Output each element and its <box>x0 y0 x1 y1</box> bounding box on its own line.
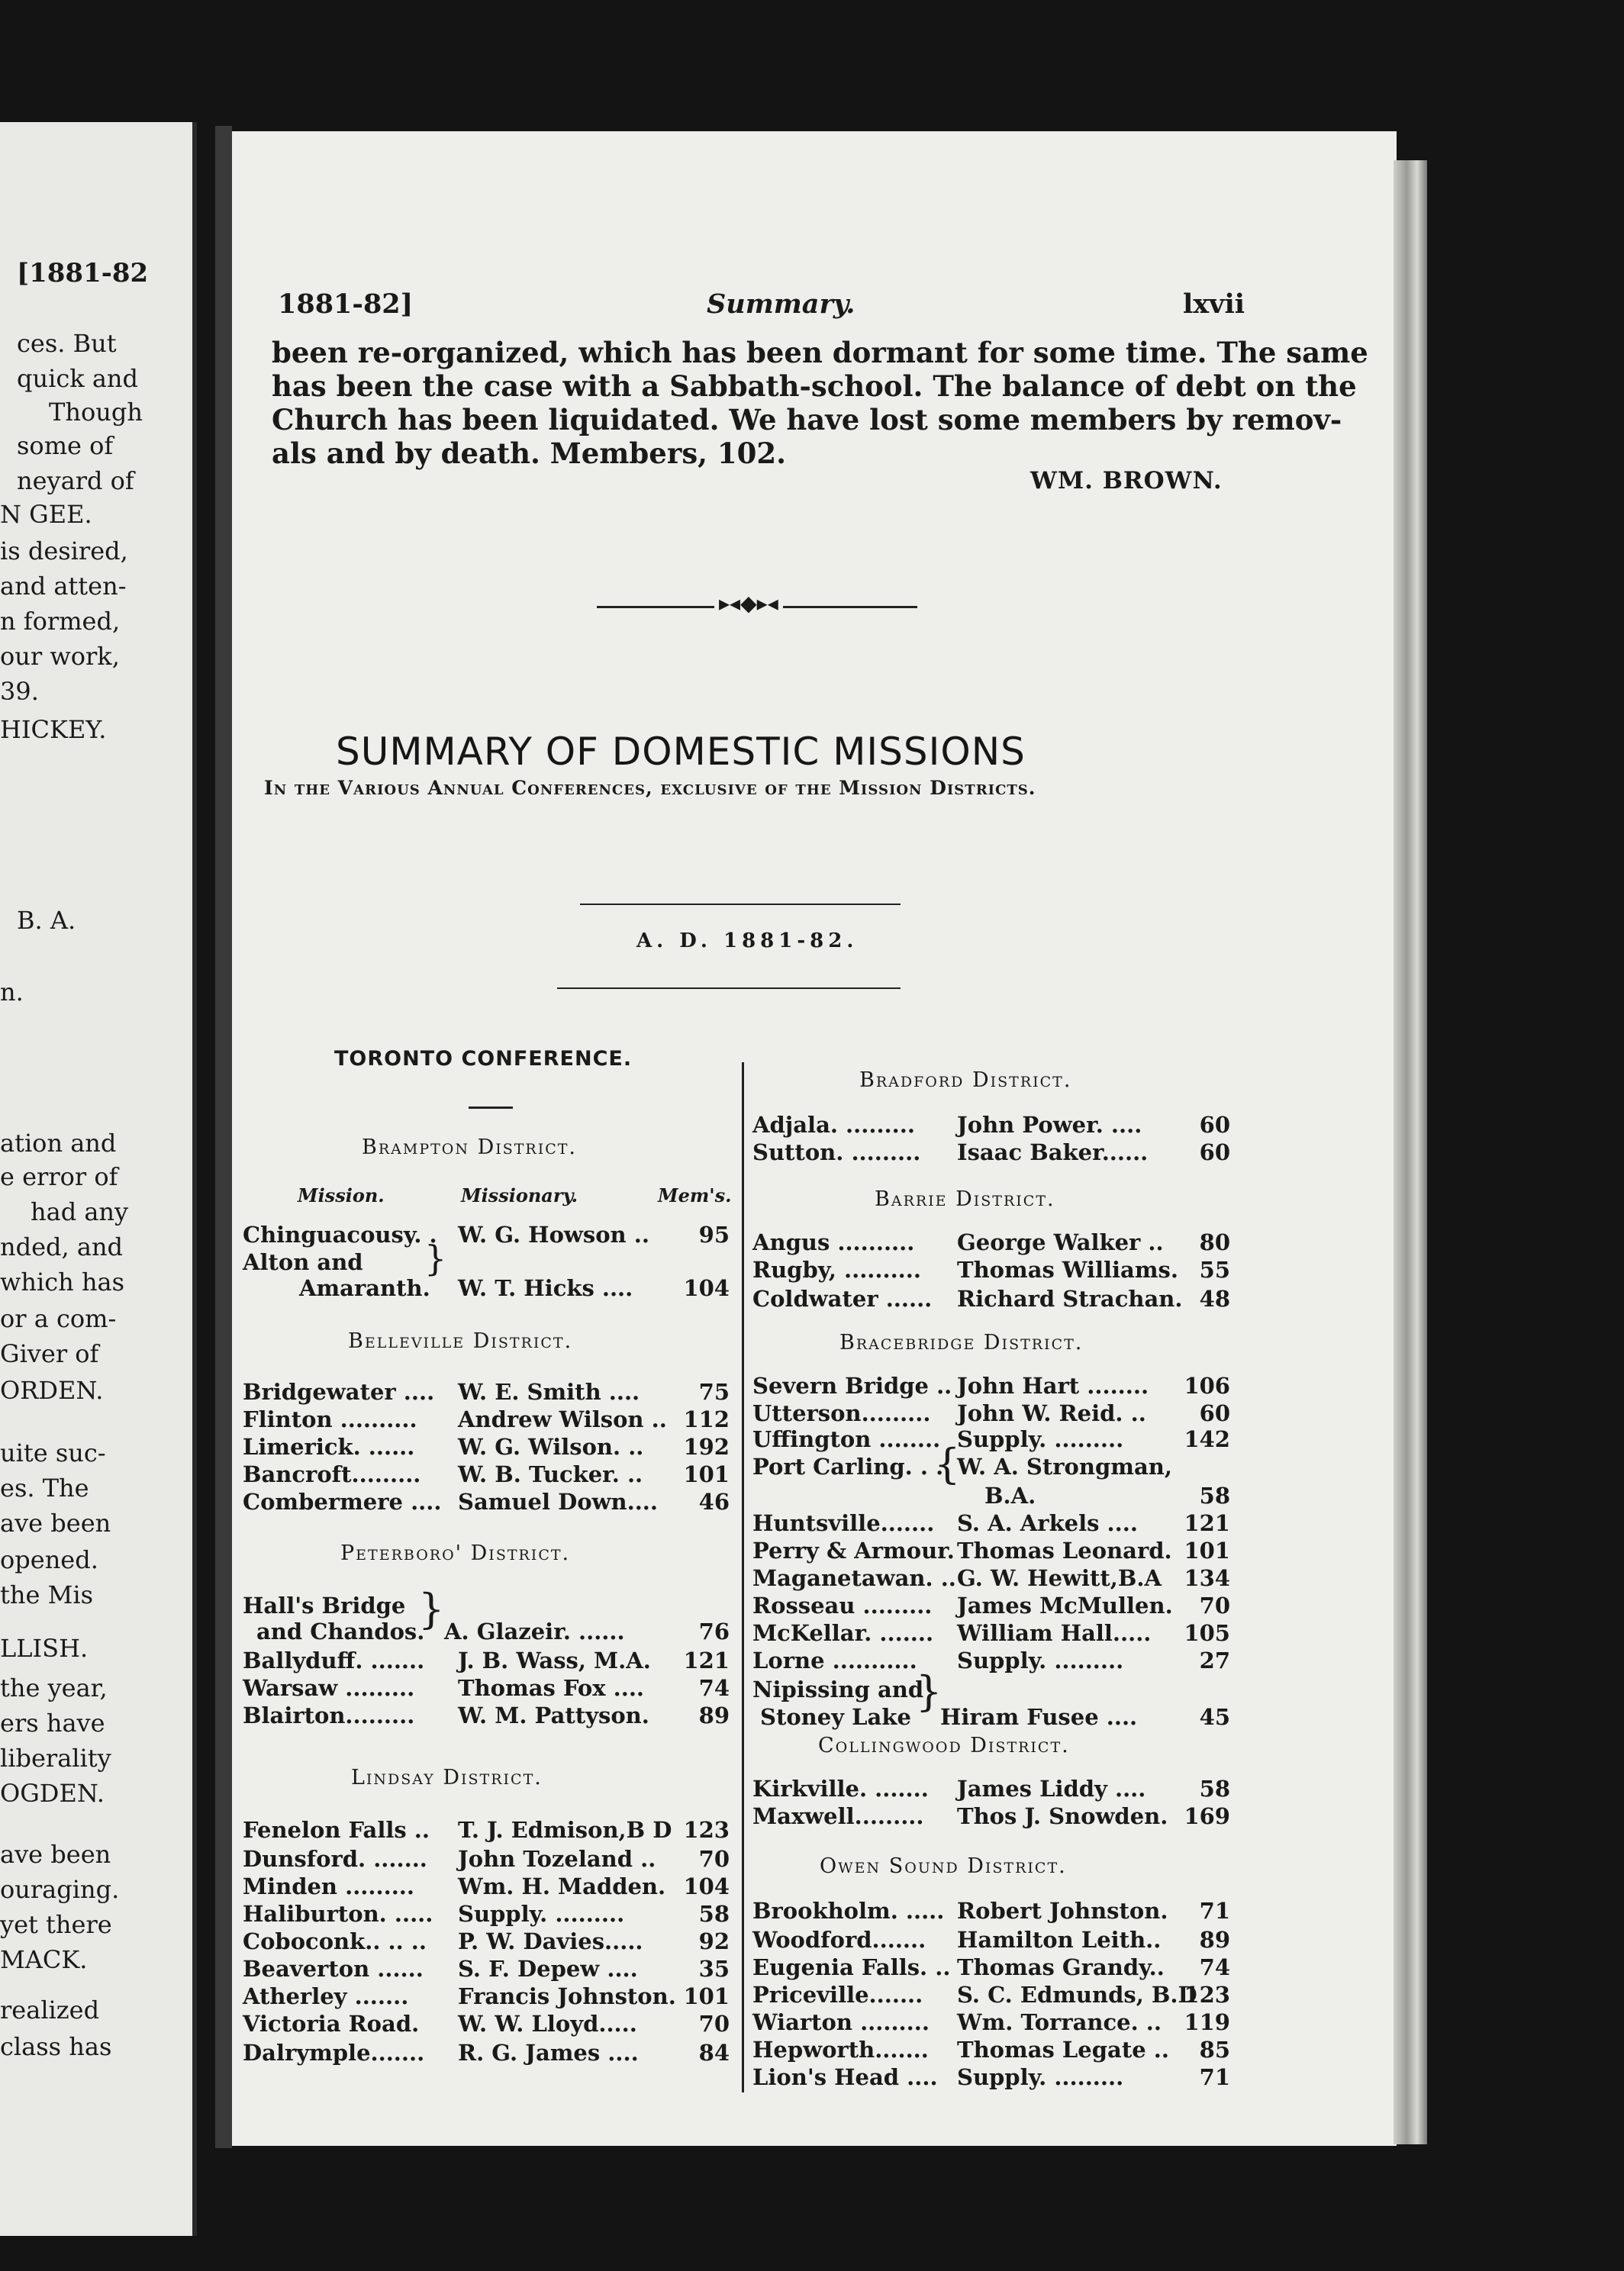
member-count: 169 <box>1184 1803 1230 1829</box>
member-count: 45 <box>1199 1704 1230 1730</box>
missionary-name: John Hart ........ <box>957 1373 1149 1399</box>
member-count: 58 <box>698 1901 730 1927</box>
missionary-name: S. A. Arkels .... <box>957 1510 1138 1536</box>
mission-row <box>243 1248 730 1276</box>
mission-row <box>243 1378 730 1406</box>
mission-row <box>243 1674 730 1702</box>
mission-name: Rosseau ......... <box>752 1593 933 1619</box>
header-section: Summary. <box>707 288 856 320</box>
member-count: 134 <box>1184 1565 1230 1591</box>
mission-name: Perry & Armour. <box>752 1538 955 1564</box>
missionary-name: Thomas Fox .... <box>458 1675 645 1701</box>
member-count: 104 <box>683 1275 730 1301</box>
left-page-line: and atten- <box>0 572 127 601</box>
mission-name: Adjala. ......... <box>752 1112 915 1138</box>
mission-name: Beaverton ...... <box>243 1956 424 1982</box>
member-count: 70 <box>698 1846 730 1872</box>
mission-name: Sutton. ......... <box>752 1139 921 1165</box>
left-page-line: or a com- <box>0 1304 117 1333</box>
left-page-line: ouraging. <box>0 1875 120 1904</box>
mission-row <box>752 1285 1230 1313</box>
mission-row <box>243 1928 730 1955</box>
left-page-line: MACK. <box>0 1945 88 1974</box>
mission-row <box>752 1400 1230 1427</box>
col-header-mission: Mission. <box>298 1184 385 1206</box>
left-page-line: n formed, <box>0 607 121 636</box>
mission-row <box>256 1618 730 1645</box>
brace-glyph: } <box>424 1238 447 1279</box>
left-page-header: [1881-82 <box>17 258 149 288</box>
missionary-name: W. G. Wilson. .. <box>458 1434 644 1460</box>
mission-name: Woodford....... <box>752 1927 926 1953</box>
member-count: 89 <box>1199 1927 1230 1953</box>
mission-row <box>752 1509 1230 1537</box>
left-page-line: liberality <box>0 1744 111 1773</box>
member-count: 60 <box>1199 1112 1230 1138</box>
mission-name: Warsaw ......... <box>243 1675 415 1701</box>
mission-name: and Chandos. <box>256 1619 425 1644</box>
mission-name: Hall's Bridge <box>243 1593 406 1619</box>
missionary-name: Thomas Legate .. <box>957 2037 1169 2063</box>
missionary-name: W. B. Tucker. .. <box>458 1461 643 1487</box>
mission-name: Utterson......... <box>752 1400 931 1426</box>
left-page-line: had any <box>31 1197 129 1226</box>
mission-row <box>243 1816 730 1844</box>
left-page-line: the Mis <box>0 1580 93 1609</box>
member-count: 48 <box>1199 1286 1230 1312</box>
member-count: 60 <box>1199 1139 1230 1165</box>
missionary-name: John Power. .... <box>957 1112 1142 1138</box>
mission-name: Huntsville....... <box>752 1510 935 1536</box>
mission-row <box>243 1955 730 1983</box>
mission-name: Atherley ....... <box>243 1983 409 2009</box>
mission-row <box>752 2063 1230 2091</box>
column-divider <box>742 1062 744 2092</box>
member-count: 71 <box>1199 1898 1230 1924</box>
member-count: 112 <box>683 1406 730 1432</box>
missionary-name: James Liddy .... <box>957 1776 1146 1802</box>
member-count: 104 <box>683 1873 730 1899</box>
left-page-line: the year, <box>0 1673 108 1702</box>
member-count: 75 <box>698 1379 730 1405</box>
missionary-name: W. G. Howson .. <box>458 1222 649 1248</box>
missionary-name: Hiram Fusee .... <box>940 1704 1138 1730</box>
mission-row <box>752 1647 1230 1674</box>
mission-row <box>752 1453 1230 1480</box>
mission-name: Priceville....... <box>752 1982 923 2008</box>
missionary-name: W. M. Pattyson. <box>458 1702 649 1728</box>
left-page-line: some of <box>17 431 114 460</box>
left-page-line: B. A. <box>17 906 76 935</box>
mission-name: Severn Bridge .. <box>752 1373 952 1399</box>
missionary-name: John Tozeland .. <box>458 1846 656 1872</box>
district-heading: Bracebridge District. <box>839 1331 1084 1355</box>
district-heading: Belleville District. <box>348 1329 573 1353</box>
district-heading: Brampton District. <box>362 1136 578 1159</box>
member-count: 58 <box>1199 1483 1230 1509</box>
left-page-line: LLISH. <box>0 1634 89 1663</box>
left-page-line: N GEE. <box>0 500 92 529</box>
missionary-name: John W. Reid. .. <box>957 1400 1146 1426</box>
paragraph-line: has been the case with a Sabbath-school. The balance of debt on the <box>272 369 1357 403</box>
member-count: 70 <box>1199 1593 1230 1619</box>
mission-row <box>752 1372 1230 1400</box>
brace-glyph: } <box>916 1667 942 1715</box>
mission-name: Rugby, .......... <box>752 1257 921 1283</box>
mission-row <box>243 1488 730 1516</box>
paragraph-line: Church has been liquidated. We have lost some members by remov- <box>272 403 1342 436</box>
mission-name: McKellar. ....... <box>752 1620 934 1646</box>
left-page-line: ave been <box>0 1509 111 1538</box>
mission-row <box>752 1482 1230 1509</box>
district-heading: Collingwood District. <box>818 1734 1070 1757</box>
mission-name: Hepworth....... <box>752 2037 929 2063</box>
left-page-line: OGDEN. <box>0 1779 105 1808</box>
missionary-name: James McMullen. <box>957 1593 1173 1619</box>
missionary-name: Francis Johnston. <box>458 1983 676 2009</box>
member-count: 121 <box>1184 1510 1230 1536</box>
missionary-name: Supply. ......... <box>458 1901 625 1927</box>
page-subtitle: In the Various Annual Conferences, exclusive of the Mission Districts. <box>264 777 1036 799</box>
left-page-line: Giver of <box>0 1339 99 1368</box>
missionary-name: Isaac Baker...... <box>957 1139 1149 1165</box>
mission-row <box>243 1647 730 1674</box>
mission-row <box>752 1954 1230 1981</box>
left-page-line: yet there <box>0 1910 112 1939</box>
member-count: 46 <box>698 1489 730 1515</box>
district-heading: Lindsay District. <box>351 1766 543 1789</box>
missionary-name: W. W. Lloyd..... <box>458 2011 637 2037</box>
left-page-line: quick and <box>17 364 138 393</box>
member-count: 27 <box>1199 1648 1230 1673</box>
member-count: 71 <box>1199 2064 1230 2090</box>
member-count: 70 <box>698 2011 730 2037</box>
missionary-name: P. W. Davies..... <box>458 1928 643 1954</box>
left-page-line: ers have <box>0 1709 105 1738</box>
mission-row <box>752 2036 1230 2063</box>
mission-row <box>752 1229 1230 1256</box>
left-page-line: realized <box>0 1996 100 2025</box>
left-page-line: 39. <box>0 677 39 706</box>
mission-name: Stoney Lake <box>760 1704 911 1730</box>
left-page-line: class has <box>0 2032 112 2061</box>
mission-row <box>752 1111 1230 1139</box>
mission-name: Brookholm. ..... <box>752 1898 945 1924</box>
missionary-name: W. E. Smith .... <box>458 1379 640 1405</box>
member-count: 58 <box>1199 1776 1230 1802</box>
mission-row <box>760 1703 1230 1731</box>
mission-name: Bancroft......... <box>243 1461 421 1487</box>
left-page-line: HICKEY. <box>0 715 107 744</box>
mission-row <box>243 1900 730 1928</box>
district-heading: Bradford District. <box>859 1068 1072 1092</box>
intro-paragraph <box>272 336 1368 470</box>
left-page-line: our work, <box>0 642 120 671</box>
mission-row <box>243 2010 730 2037</box>
mission-row <box>243 1873 730 1900</box>
mission-row <box>752 1139 1230 1166</box>
mission-row <box>752 1564 1230 1592</box>
member-count: 101 <box>1184 1538 1230 1564</box>
conference-title: TORONTO CONFERENCE. <box>334 1047 633 1071</box>
mission-row <box>243 1983 730 2010</box>
mission-row <box>243 1702 730 1729</box>
member-count: 121 <box>683 1648 730 1673</box>
member-count: 92 <box>698 1928 730 1954</box>
mission-row <box>243 1461 730 1488</box>
brace-glyph: { <box>934 1440 961 1488</box>
left-page-line: ORDEN. <box>0 1376 104 1405</box>
mission-name: Coldwater ...... <box>752 1286 933 1312</box>
member-count: 74 <box>698 1675 730 1701</box>
header-year: 1881-82] <box>278 288 414 320</box>
member-count: 142 <box>1184 1426 1230 1452</box>
signature: WM. BROWN. <box>1030 467 1223 494</box>
mission-name: Coboconk.. .. .. <box>243 1928 427 1954</box>
left-page-line: uite suc- <box>0 1438 106 1467</box>
left-page-line: ces. But <box>17 329 117 358</box>
page-title: SUMMARY OF DOMESTIC MISSIONS <box>336 730 1026 774</box>
mission-row <box>299 1274 730 1302</box>
missionary-name: Thomas Williams. <box>957 1257 1178 1283</box>
paragraph-line: been re-organized, which has been dormant for some time. The same <box>272 336 1368 369</box>
member-count: 35 <box>698 1956 730 1982</box>
mission-row <box>752 1897 1230 1925</box>
member-count: 123 <box>1184 1982 1230 2008</box>
ornament-icon: ▸◂◆▸◂ <box>714 591 783 616</box>
mission-name: Blairton......... <box>243 1702 415 1728</box>
district-heading: Owen Sound District. <box>820 1854 1067 1878</box>
mission-name: Fenelon Falls .. <box>243 1817 430 1843</box>
member-count: 84 <box>698 2040 730 2066</box>
mission-name: Flinton .......... <box>243 1406 417 1432</box>
col-header-members: Mem's. <box>658 1184 732 1206</box>
missionary-name: Thomas Grandy.. <box>957 1954 1165 1980</box>
missionary-name: Supply. ......... <box>957 2064 1124 2090</box>
mission-name: Limerick. ...... <box>243 1434 415 1460</box>
mission-name: Wiarton ......... <box>752 2009 930 2035</box>
divider <box>557 987 901 989</box>
missionary-name: Hamilton Leith.. <box>957 1927 1162 1953</box>
missionary-name: Thos J. Snowden. <box>957 1803 1168 1829</box>
mission-name: Maxwell......... <box>752 1803 924 1829</box>
mission-name: Uffington ........ <box>752 1426 941 1452</box>
mission-row <box>243 1592 730 1619</box>
col-header-missionary: Missionary. <box>461 1184 578 1206</box>
missionary-name: Richard Strachan. <box>957 1286 1183 1312</box>
missionary-name: S. C. Edmunds, B.D <box>957 1982 1197 2008</box>
mission-name: Angus .......... <box>752 1229 915 1255</box>
missionary-name: Samuel Down.... <box>458 1489 658 1515</box>
divider <box>580 904 901 905</box>
mission-name: Victoria Road. <box>243 2011 420 2037</box>
missionary-name: G. W. Hewitt,B.A <box>957 1565 1162 1591</box>
member-count: 74 <box>1199 1954 1230 1980</box>
mission-row <box>243 1845 730 1873</box>
paragraph-line: als and by death. Members, 102. <box>272 436 787 470</box>
mission-name: Haliburton. ..... <box>243 1901 433 1927</box>
mission-name: Port Carling. . . <box>752 1454 944 1480</box>
missionary-name: Thomas Leonard. <box>957 1538 1172 1564</box>
member-count: 123 <box>683 1817 730 1843</box>
district-heading: Peterboro' District. <box>340 1541 571 1565</box>
left-page-line: opened. <box>0 1545 98 1574</box>
missionary-name: W. A. Strongman, <box>957 1454 1172 1480</box>
member-count: 105 <box>1184 1620 1230 1646</box>
missionary-name: Supply. ......... <box>957 1648 1124 1673</box>
left-page-line: neyard of <box>17 466 134 495</box>
member-count: 106 <box>1184 1373 1230 1399</box>
left-page-line: ation and <box>0 1129 117 1158</box>
member-count: 76 <box>698 1619 730 1644</box>
mission-row <box>243 1433 730 1461</box>
missionary-name: A. Glazeir. ...... <box>444 1619 625 1644</box>
missionary-name: George Walker .. <box>957 1229 1164 1255</box>
mission-name: Lion's Head .... <box>752 2064 938 2090</box>
mission-name: Dalrymple....... <box>243 2040 425 2066</box>
mission-name: Eugenia Falls. .. <box>752 1954 951 1980</box>
mission-row <box>752 1425 1230 1453</box>
mission-row <box>752 1775 1230 1802</box>
left-page-line: Though <box>49 398 143 427</box>
missionary-name: Supply. ......... <box>957 1426 1124 1452</box>
mission-row <box>752 2008 1230 2036</box>
mission-name: Kirkville. ....... <box>752 1776 929 1802</box>
district-heading: Barrie District. <box>875 1187 1055 1211</box>
mission-name: Maganetawan. .. <box>752 1565 956 1591</box>
left-facing-page <box>0 122 197 2236</box>
missionary-name: B.A. <box>984 1483 1036 1509</box>
page-edge <box>1394 160 1427 2144</box>
missionary-name: William Hall..... <box>957 1620 1152 1646</box>
missionary-name: Andrew Wilson .. <box>458 1406 667 1432</box>
member-count: 101 <box>683 1983 730 2009</box>
left-page-line: which has <box>0 1268 125 1297</box>
mission-name: Combermere .... <box>243 1489 442 1515</box>
missionary-name: S. F. Depew .... <box>458 1956 638 1982</box>
member-count: 192 <box>683 1434 730 1460</box>
member-count: 55 <box>1199 1257 1230 1283</box>
member-count: 101 <box>683 1461 730 1487</box>
mission-row <box>752 1676 1230 1703</box>
missionary-name: Wm. Torrance. .. <box>957 2009 1162 2035</box>
left-page-line: es. The <box>0 1474 89 1503</box>
mission-row <box>752 1256 1230 1284</box>
mission-name: Lorne ........... <box>752 1648 917 1673</box>
mission-name: Minden ......... <box>243 1873 414 1899</box>
mission-row <box>243 2039 730 2066</box>
mission-name: Bridgewater .... <box>243 1379 435 1405</box>
missionary-name: R. G. James .... <box>458 2040 639 2066</box>
mission-name: Dunsford. ....... <box>243 1846 427 1872</box>
missionary-name: Robert Johnston. <box>957 1898 1168 1924</box>
year-line: A. D. 1881-82. <box>636 929 859 952</box>
missionary-name: J. B. Wass, M.A. <box>458 1648 651 1673</box>
mission-row <box>752 1802 1230 1830</box>
member-count: 89 <box>698 1702 730 1728</box>
mission-row <box>752 1926 1230 1954</box>
left-page-line: ave been <box>0 1840 111 1869</box>
mission-name: Amaranth. <box>299 1275 430 1301</box>
mission-row <box>243 1406 730 1433</box>
missionary-name: Wm. H. Madden. <box>458 1873 666 1899</box>
member-count: 60 <box>1199 1400 1230 1426</box>
mission-row <box>752 1592 1230 1619</box>
left-page-line: is desired, <box>0 536 128 565</box>
member-count: 95 <box>698 1222 730 1248</box>
left-page-line: e error of <box>0 1162 118 1191</box>
member-count: 85 <box>1199 2037 1230 2063</box>
mission-row <box>752 1981 1230 2008</box>
mission-name: Ballyduff. ....... <box>243 1648 425 1673</box>
missionary-name: W. T. Hicks .... <box>458 1275 633 1301</box>
mission-name: Alton and <box>243 1249 363 1275</box>
missionary-name: T. J. Edmison,B D <box>458 1817 672 1843</box>
short-rule <box>469 1107 513 1109</box>
member-count: 80 <box>1199 1229 1230 1255</box>
page-gutter <box>215 126 232 2148</box>
page-number: lxvii <box>1183 288 1245 320</box>
mission-name: Nipissing and <box>752 1677 924 1702</box>
member-count: 119 <box>1184 2009 1230 2035</box>
brace-glyph: } <box>418 1585 445 1633</box>
mission-row <box>752 1619 1230 1647</box>
left-page-line: n. <box>0 978 24 1007</box>
left-page-line: nded, and <box>0 1232 124 1261</box>
mission-name: Chinguacousy. . <box>243 1222 437 1248</box>
mission-row <box>243 1221 730 1248</box>
mission-row <box>752 1537 1230 1564</box>
